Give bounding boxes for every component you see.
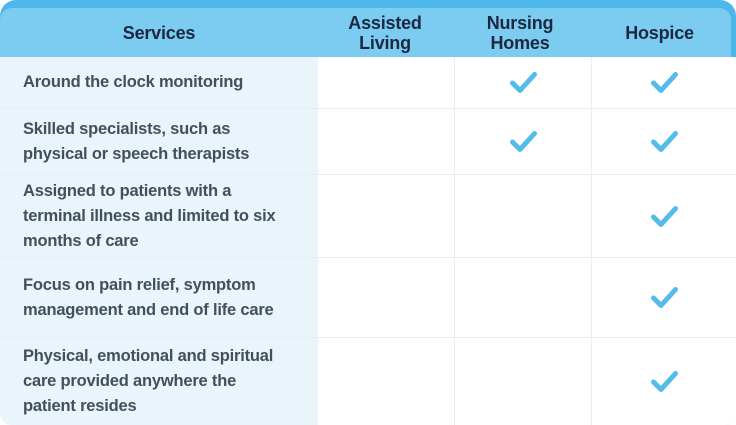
- column-header-label: Hospice: [625, 22, 694, 43]
- service-cell: [0, 175, 318, 257]
- service-cell: [0, 338, 318, 425]
- service-label: Physical, emotional and spiritual care provided anywhere the patient resides: [23, 347, 274, 415]
- check-icon: [509, 130, 538, 153]
- service-cell: [0, 258, 318, 337]
- check-icon: [509, 71, 538, 94]
- check-icon: [650, 370, 679, 393]
- nursing-homes-cell: [454, 109, 591, 174]
- nursing-homes-cell: [454, 338, 591, 425]
- hospice-cell: [591, 258, 736, 337]
- hospice-cell: [591, 175, 736, 257]
- column-header-label: Assisted Living: [348, 12, 422, 53]
- table-row: [0, 108, 736, 174]
- column-header-services: [0, 8, 318, 57]
- assisted-living-cell: [318, 57, 454, 108]
- table-row: [0, 257, 736, 337]
- service-label: Skilled specialists, such as physical or speech therapists: [23, 119, 250, 163]
- column-header-nursing-homes: [452, 8, 588, 57]
- check-icon: [650, 71, 679, 94]
- table-body: [0, 57, 736, 425]
- service-label: Assigned to patients with a terminal illness and limited to six months of care: [23, 181, 276, 250]
- column-header-hospice: [588, 8, 731, 57]
- check-icon: [650, 130, 679, 153]
- table-row: [0, 337, 736, 425]
- service-cell: [0, 57, 318, 108]
- service-label: Focus on pain relief, symptom management and end of life care: [23, 275, 274, 319]
- service-cell: [0, 109, 318, 174]
- assisted-living-cell: [318, 338, 454, 425]
- column-header-assisted-living: [318, 8, 452, 57]
- nursing-homes-cell: [454, 57, 591, 108]
- column-header-label: Nursing Homes: [486, 12, 554, 53]
- nursing-homes-cell: [454, 175, 591, 257]
- column-header-label: Services: [122, 22, 196, 43]
- hospice-cell: [591, 109, 736, 174]
- service-label: Around the clock monitoring: [23, 73, 244, 91]
- table-row: [0, 57, 736, 108]
- check-icon: [650, 286, 679, 309]
- table-header-row: [0, 8, 731, 57]
- hospice-cell: [591, 57, 736, 108]
- assisted-living-cell: [318, 258, 454, 337]
- table-row: [0, 174, 736, 257]
- check-icon: [650, 205, 679, 228]
- nursing-homes-cell: [454, 258, 591, 337]
- hospice-cell: [591, 338, 736, 425]
- assisted-living-cell: [318, 109, 454, 174]
- assisted-living-cell: [318, 175, 454, 257]
